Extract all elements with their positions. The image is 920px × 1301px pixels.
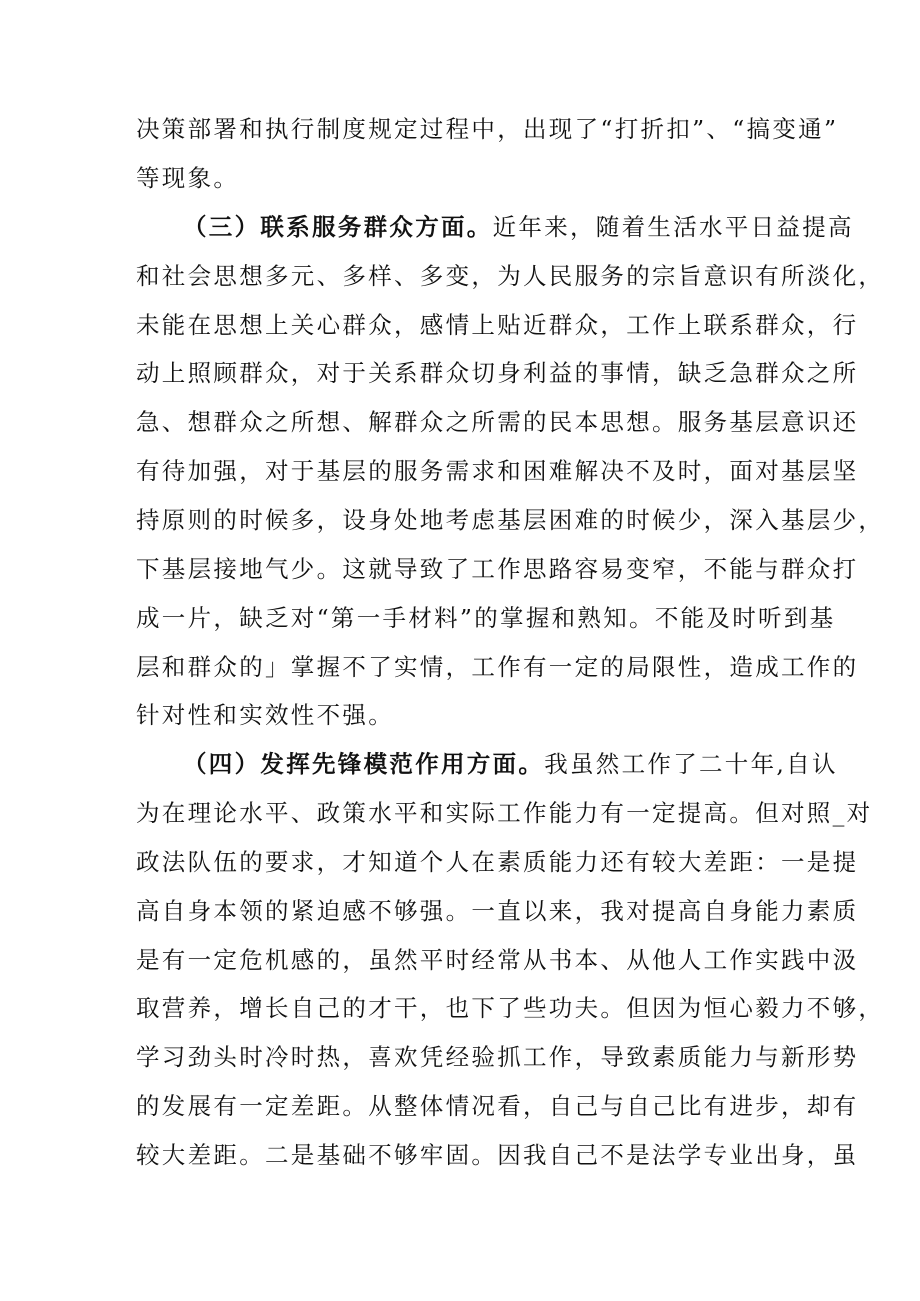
text-line: 的发展有一定差距。从整体情况看，自己与自己比有进步，却有: [136, 1092, 859, 1120]
text-line: 高自身本领的紧迫感不够强。一直以来，我对提高自身能力素质: [136, 897, 859, 925]
text-line: 等现象。: [136, 164, 240, 192]
text-line: 决策部署和执行制度规定过程中，出现了“打折扣”、“搞变通”: [136, 115, 839, 143]
text-line: 较大差距。二是基础不够牢固。因我自己不是法学专业出身，虽: [136, 1141, 859, 1169]
text-line: 为在理论水平、政策水平和实际工作能力有一定提高。但对照_对: [136, 799, 873, 827]
section-heading-4: （四）发挥先锋模范作用方面。: [183, 750, 545, 778]
section-heading-3: （三）联系服务群众方面。: [183, 213, 493, 241]
text-line: 动上照顾群众，对于关系群众切身利益的事情，缺乏急群众之所: [136, 359, 859, 387]
text-line: 针对性和实效性不强。: [136, 701, 394, 729]
text-line: 有待加强，对于基层的服务需求和困难解决不及时，面对基层坚: [136, 457, 859, 485]
text-line: 层和群众的」掌握不了实情，工作有一定的局限性，造成工作的: [136, 653, 859, 681]
text-line: 未能在思想上关心群众，感情上贴近群众，工作上联系群众，行: [136, 311, 859, 339]
text-line: 下基层接地气少。这就导致了工作思路容易变窄，不能与群众打: [136, 555, 859, 583]
paragraph-4-first-line: [183, 740, 838, 788]
text-run: 我虽然工作了二十年,自认: [544, 750, 838, 778]
text-run: 近年来，随着生活水平日益提高: [492, 213, 854, 241]
text-line: 政法队伍的要求，才知道个人在素质能力还有较大差距：一是提: [136, 848, 859, 876]
text-line: 和社会思想多元、多样、多变，为人民服务的宗旨意识有所淡化，: [136, 262, 885, 290]
text-line: 是有一定危机感的，虽然平时经常从书本、从他人工作实践中汲: [136, 946, 859, 974]
text-line: 持原则的时候多，设身处地考虑基层困难的时候少，深入基层少，: [136, 506, 885, 534]
text-line: 学习劲头时冷时热，喜欢凭经验抓工作，导致素质能力与新形势: [136, 1043, 859, 1071]
text-line: 成一片，缺乏对“第一手材料”的掌握和熟知。不能及时听到基: [136, 604, 836, 632]
text-line: 急、想群众之所想、解群众之所需的民本思想。服务基层意识还: [136, 408, 859, 436]
paragraph-3-first-line: [183, 203, 854, 251]
text-line: 取营养，增长自己的才干，也下了些功夫。但因为恒心毅力不够，: [136, 994, 885, 1022]
